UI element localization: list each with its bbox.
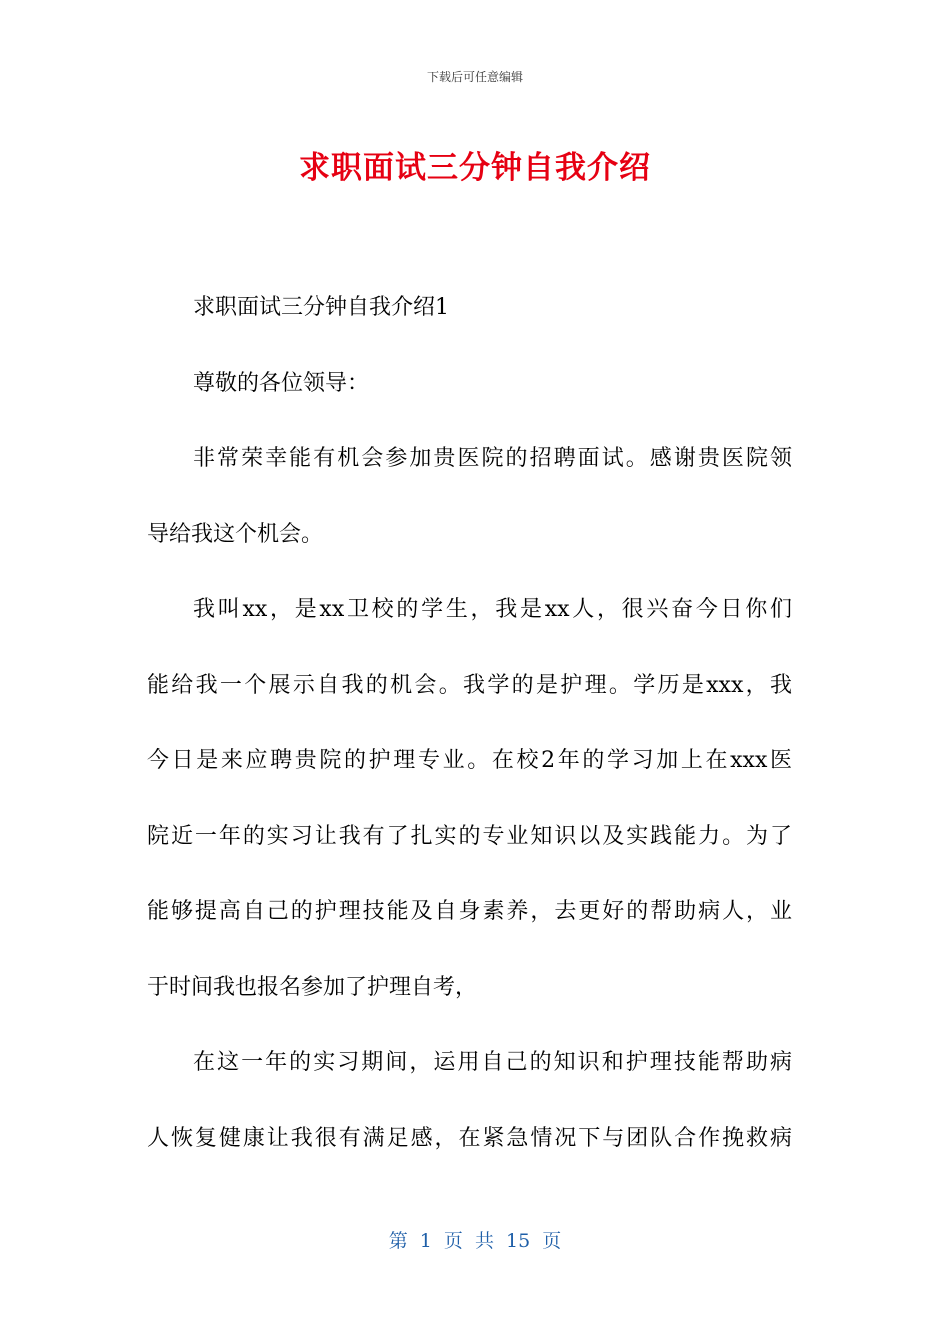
paragraph-line xyxy=(147,799,792,875)
paragraph-line xyxy=(147,874,792,950)
paragraph-line xyxy=(147,723,792,799)
header-note: 下载后可任意编辑 xyxy=(426,70,523,84)
line-text: 非常荣幸能有机会参加贵医院的招聘面试。感谢贵医院领 xyxy=(193,446,792,471)
paragraph-line xyxy=(147,421,792,497)
paragraph-line: 导给我这个机会。 xyxy=(147,521,324,547)
line-text: 院近一年的实习让我有了扎实的专业知识以及实践能力。为了 xyxy=(147,823,792,849)
line-text: 能给我一个展示自我的机会。我学的是护理。学历是xxx，我 xyxy=(147,672,792,698)
paragraph-line: 于时间我也报名参加了护理自考， xyxy=(147,974,478,1000)
document-body xyxy=(147,270,792,1176)
salutation: 尊敬的各位领导： xyxy=(193,370,370,396)
section-heading: 求职面试三分钟自我介绍1 xyxy=(193,295,449,320)
paragraph-line xyxy=(147,1101,792,1177)
paragraph-line xyxy=(147,572,792,648)
paragraph-line xyxy=(147,648,792,724)
line-text: 能够提高自己的护理技能及自身素养，去更好的帮助病人，业 xyxy=(147,899,792,924)
line-text: 在这一年的实习期间，运用自己的知识和护理技能帮助病 xyxy=(193,1050,792,1075)
line-text: 我叫xx，是xx卫校的学生，我是xx人，很兴奋今日你们 xyxy=(193,597,792,622)
document-title: 求职面试三分钟自我介绍 xyxy=(299,150,651,186)
paragraph-line xyxy=(147,1025,792,1101)
line-text: 今日是来应聘贵院的护理专业。在校2年的学习加上在xxx医 xyxy=(147,748,792,773)
page-number-footer: 第 1 页 共 15 页 xyxy=(388,1230,562,1252)
line-text: 人恢复健康让我很有满足感，在紧急情况下与团队合作挽救病 xyxy=(147,1125,792,1151)
